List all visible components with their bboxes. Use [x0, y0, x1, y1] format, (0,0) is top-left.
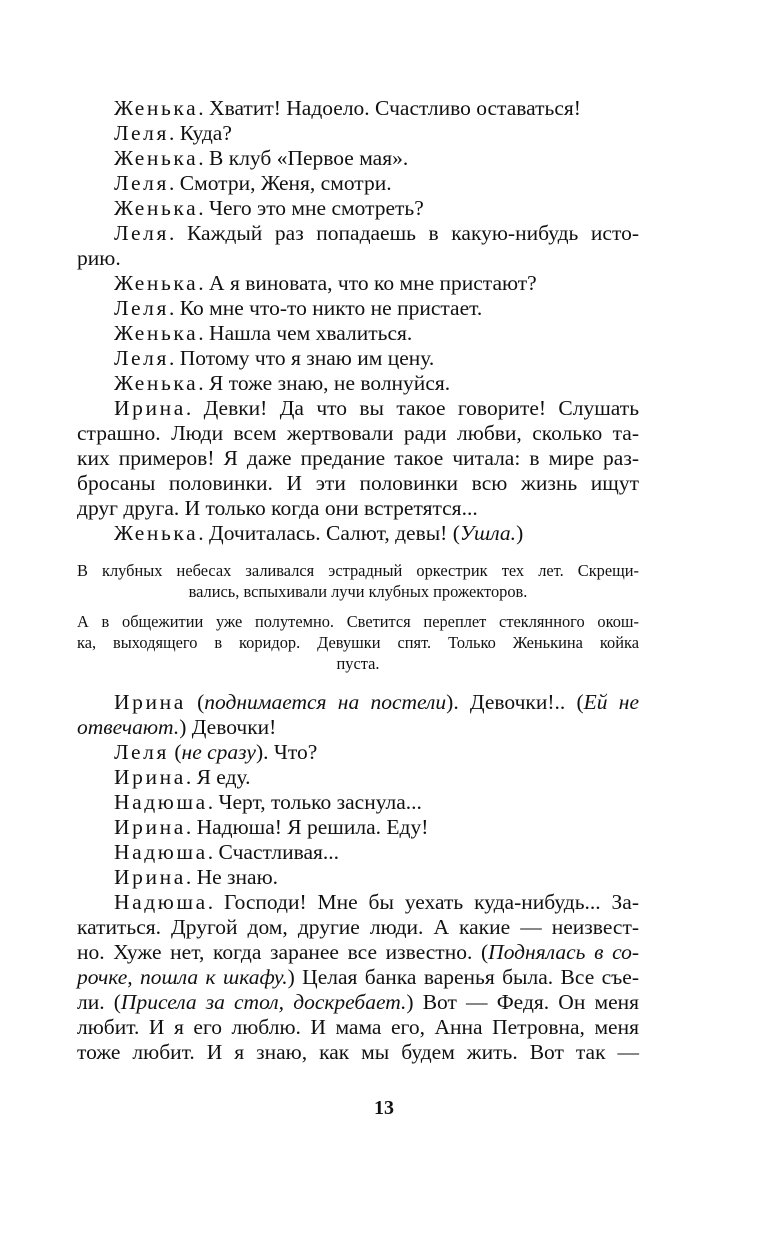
- speaker-name: Надюша: [114, 790, 208, 814]
- dialogue-continuation: ли. (Присела за стол, доскребает.) Вот — Федя. Он меня: [77, 990, 640, 1014]
- dialogue-line: Ирина. Не знаю.: [114, 865, 279, 889]
- page-number: 13: [374, 1097, 394, 1119]
- dialogue-continuation: страшно. Люди всем жертвовали ради любви, сколько та-: [77, 421, 639, 445]
- dialogue-line: Женька. Чего это мне смотреть?: [114, 196, 424, 220]
- dialogue-continuation: ких примеров! Я даже предание такое читала: в мире раз-: [77, 446, 639, 470]
- speaker-name: Леля: [114, 346, 169, 370]
- speaker-name: Леля: [114, 221, 169, 245]
- dialogue-continuation: катиться. Другой дом, другие люди. А какие — неизвест-: [77, 915, 639, 939]
- stage-direction: Присела за стол, доскребает.: [120, 990, 407, 1014]
- speaker-name: Ирина: [114, 396, 186, 420]
- speaker-name: Леля: [114, 121, 169, 145]
- dialogue-line: Женька. Я тоже знаю, не волнуйся.: [114, 371, 451, 395]
- speaker-name: Леля: [114, 171, 169, 195]
- dialogue-line: Леля. Ко мне что-то никто не пристает.: [114, 296, 483, 320]
- stage-direction: Ей не: [583, 690, 640, 714]
- dialogue-line: Ирина. Девки! Да что вы такое говорите! Слушать: [114, 396, 639, 420]
- speaker-name: Женька: [114, 271, 199, 295]
- stage-remark: ка, выходящего в коридор. Девушки спят. Только Женькина койка: [77, 633, 639, 652]
- dialogue-line: Ирина (поднимается на постели). Девочки!.. (Ей не: [114, 690, 640, 714]
- dialogue-line: Ирина. Я еду.: [114, 765, 251, 789]
- dialogue-continuation: но. Хуже нет, когда заранее все известно. (Поднялась в со-: [77, 940, 639, 964]
- dialogue-line: Леля. Потому что я знаю им цену.: [114, 346, 435, 370]
- stage-direction: отвечают.: [77, 715, 180, 739]
- dialogue-line: Женька. В клуб «Первое мая».: [114, 146, 409, 170]
- speaker-name: Женька: [114, 321, 199, 345]
- stage-remark: вались, вспыхивали лучи клубных прожекторов.: [188, 582, 528, 601]
- dialogue-line: Женька. Нашла чем хвалиться.: [114, 321, 413, 345]
- dialogue-line: Ирина. Надюша! Я решила. Еду!: [114, 815, 429, 839]
- dialogue-line: Леля. Куда?: [114, 121, 232, 145]
- stage-remark: А в общежитии уже полутемно. Светится переплет стеклянного окош-: [77, 612, 639, 631]
- dialogue-continuation: друг друга. И только когда они встретятся...: [77, 496, 478, 520]
- dialogue-continuation: отвечают.) Девочки!: [77, 715, 277, 739]
- dialogue-line: Женька. Дочиталась. Салют, девы! (Ушла.): [114, 521, 524, 545]
- speaker-name: Леля: [114, 740, 169, 764]
- speaker-name: Надюша: [114, 840, 208, 864]
- dialogue-line: Леля. Смотри, Женя, смотри.: [114, 171, 392, 195]
- stage-direction: Ушла.: [459, 521, 517, 545]
- speaker-name: Женька: [114, 196, 199, 220]
- stage-direction: Поднялась в со-: [488, 940, 639, 964]
- speaker-name: Ирина: [114, 690, 186, 714]
- dialogue-line: Женька. А я виновата, что ко мне пристают?: [114, 271, 537, 295]
- stage-remark: пуста.: [336, 654, 380, 673]
- stage-direction: не сразу: [181, 740, 256, 764]
- dialogue-continuation: рию.: [77, 246, 121, 270]
- speaker-name: Леля: [114, 296, 169, 320]
- speaker-name: Женька: [114, 146, 199, 170]
- dialogue-line: Женька. Хватит! Надоело. Счастливо оставаться!: [114, 96, 581, 120]
- stage-direction: рочке, пошла к шкафу.: [77, 965, 288, 989]
- stage-remark: В клубных небесах заливался эстрадный оркестрик тех лет. Скрещи-: [77, 561, 639, 580]
- dialogue-line: Надюша. Черт, только заснула...: [114, 790, 422, 814]
- dialogue-continuation: рочке, пошла к шкафу.) Целая банка варенья была. Все съе-: [77, 965, 639, 989]
- speaker-name: Женька: [114, 521, 199, 545]
- dialogue-continuation: любит. И я его люблю. И мама его, Анна Петровна, меня: [77, 1015, 639, 1039]
- speaker-name: Ирина: [114, 815, 186, 839]
- speaker-name: Женька: [114, 96, 199, 120]
- speaker-name: Ирина: [114, 765, 186, 789]
- dialogue-line: Леля (не сразу). Что?: [114, 740, 318, 764]
- dialogue-line: Леля. Каждый раз попадаешь в какую-нибудь исто-: [114, 221, 639, 245]
- speaker-name: Ирина: [114, 865, 186, 889]
- dialogue-continuation: тоже любит. И я знаю, как мы будем жить. Вот так —: [77, 1040, 639, 1064]
- speaker-name: Надюша: [114, 890, 208, 914]
- stage-direction: поднимается на постели: [204, 690, 447, 714]
- book-page: [77, 96, 639, 1065]
- dialogue-line: Надюша. Господи! Мне бы уехать куда-нибудь... За-: [114, 890, 639, 914]
- dialogue-continuation: бросаны половинки. И эти половинки всю жизнь ищут: [77, 471, 639, 495]
- dialogue-line: Надюша. Счастливая...: [114, 840, 340, 864]
- speaker-name: Женька: [114, 371, 199, 395]
